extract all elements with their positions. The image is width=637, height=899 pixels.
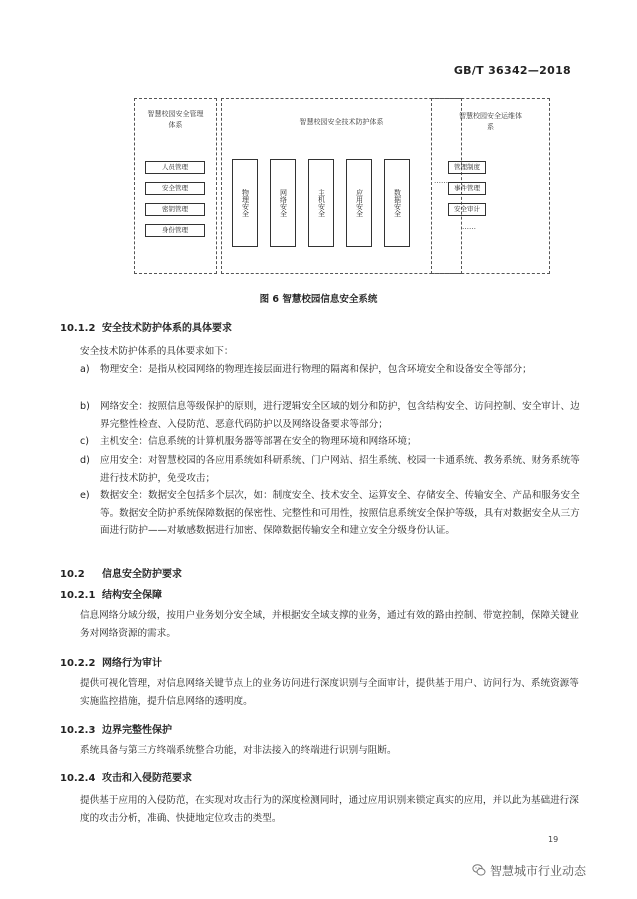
section-title: 网络行为审计	[102, 658, 162, 669]
security-system-figure	[134, 98, 550, 274]
list-marker: e)	[80, 490, 90, 501]
section-heading-10-2-1	[60, 586, 162, 601]
section-number: 10.2.3	[60, 725, 96, 736]
wechat-icon	[472, 863, 486, 877]
watermark	[472, 862, 586, 879]
section-number: 10.2.2	[60, 658, 96, 669]
list-marker: a)	[80, 364, 90, 375]
list-text: 物理安全：是指从校园网络的物理连接层面进行物理的隔离和保护，包含环境安全和设备安全等部分；	[100, 364, 532, 375]
section-number: 10.2.4	[60, 773, 96, 784]
paragraph-10-2-4: 提供基于应用的入侵防范，在实现对攻击行为的深度检测同时，通过应用识别来锁定真实的应用，并以此为基础进行深度的攻击分析，准确、快捷地定位攻击的类型。	[80, 795, 579, 824]
security-audit-box: 安全审计	[448, 203, 486, 216]
page-number: 19	[548, 835, 559, 844]
paragraph-10-2-3: 系统具备与第三方终端系统整合功能，对非法接入的终端进行识别与阻断。	[80, 745, 397, 756]
paragraph-10-2-2: 提供可视化管理，对信息网络关键节点上的业务访问进行深度识别与全面审计，提供基于用户、访问行为、系统资源等实施监控措施，提升信息网络的透明度。	[80, 678, 579, 707]
list-marker: c)	[80, 436, 90, 447]
section-title: 信息安全防护要求	[102, 569, 182, 580]
section-title: 安全技术防护体系的具体要求	[102, 323, 232, 334]
section-number: 10.2.1	[60, 590, 96, 601]
section-heading-10-1-2	[60, 319, 232, 334]
data-security-box: 数据安全	[384, 159, 410, 247]
management-system-box: 管理制度	[448, 161, 486, 174]
security-management-box: 安全管理	[145, 182, 205, 195]
list-marker: b)	[80, 401, 90, 412]
section-title: 攻击和入侵防范要求	[102, 773, 192, 784]
list-item-application	[80, 452, 586, 488]
list-text: 数据安全：数据安全包括多个层次，如：制度安全、技术安全、运算安全、存储安全、传输安全、产品和服务安全等。数据安全防护系统保障数据的保密性、完整性和可用性，按照信息系统安全保护等级，具有对数据安全从三方面进行防护——对敏感数据进行加密、保障数据传输安全和建立安全分级身份认证。	[100, 490, 580, 537]
physical-security-box: 物理安全	[232, 159, 258, 247]
section-title: 结构安全保障	[102, 590, 162, 601]
list-text: 主机安全：信息系统的计算机服务器等部署在安全的物理环境和网络环境；	[100, 436, 417, 447]
key-management-box: 密钥管理	[145, 203, 205, 216]
technical-protection-panel	[221, 98, 462, 274]
section-number: 10.2	[60, 569, 85, 580]
technical-panel-title: 智慧校园安全技术防护体系	[299, 118, 384, 126]
identity-management-box: 身份管理	[145, 224, 205, 237]
network-security-box: 网络安全	[270, 159, 296, 247]
operations-panel	[431, 98, 550, 274]
section-heading-10-2-4	[60, 769, 192, 784]
list-marker: d)	[80, 455, 90, 466]
paragraph-10-2-1: 信息网络分域分级，按用户业务划分安全域，并根据安全域支撑的业务，通过有效的路由控制、带宽控制，保障关键业务对网络资源的需求。	[80, 610, 579, 639]
list-item-host	[80, 433, 586, 451]
section-heading-10-2-2	[60, 654, 162, 669]
list-text: 网络安全：按照信息等级保护的原则，进行逻辑安全区域的划分和防护，包含结构安全、访问控制、安全审计、边界完整性检查、入侵防范、恶意代码防护以及网络设备要求等部分；	[100, 401, 580, 430]
management-panel	[134, 98, 217, 274]
host-security-box: 主机安全	[308, 159, 334, 247]
figure-caption: 图 6 智慧校园信息安全系统	[259, 294, 378, 305]
section-heading-10-2	[60, 565, 182, 580]
personnel-management-box: 人员管理	[145, 161, 205, 174]
list-item-physical	[80, 361, 586, 397]
technical-more-dots: ……	[434, 177, 448, 185]
application-security-box: 应用安全	[346, 159, 372, 247]
list-text: 应用安全：对智慧校园的各应用系统如科研系统、门户网站、招生系统、校园一卡通系统、教务系统、财务系统等进行技术防护，免受攻击；	[100, 455, 580, 484]
operations-panel-title: 智慧校园安全运维体系	[459, 112, 522, 131]
operations-more-dots: ……	[462, 223, 476, 231]
event-management-box: 事件管理	[448, 182, 486, 195]
section-heading-10-2-3	[60, 721, 172, 736]
requirements-intro: 安全技术防护体系的具体要求如下：	[80, 346, 234, 357]
std-code: GB/T 36342—2018	[453, 64, 571, 77]
list-item-data	[80, 487, 586, 559]
management-panel-title: 智慧校园安全管理体系	[147, 110, 204, 129]
section-title: 边界完整性保护	[102, 725, 172, 736]
section-number: 10.1.2	[60, 323, 96, 334]
watermark-text: 智慧城市行业动态	[490, 864, 587, 878]
